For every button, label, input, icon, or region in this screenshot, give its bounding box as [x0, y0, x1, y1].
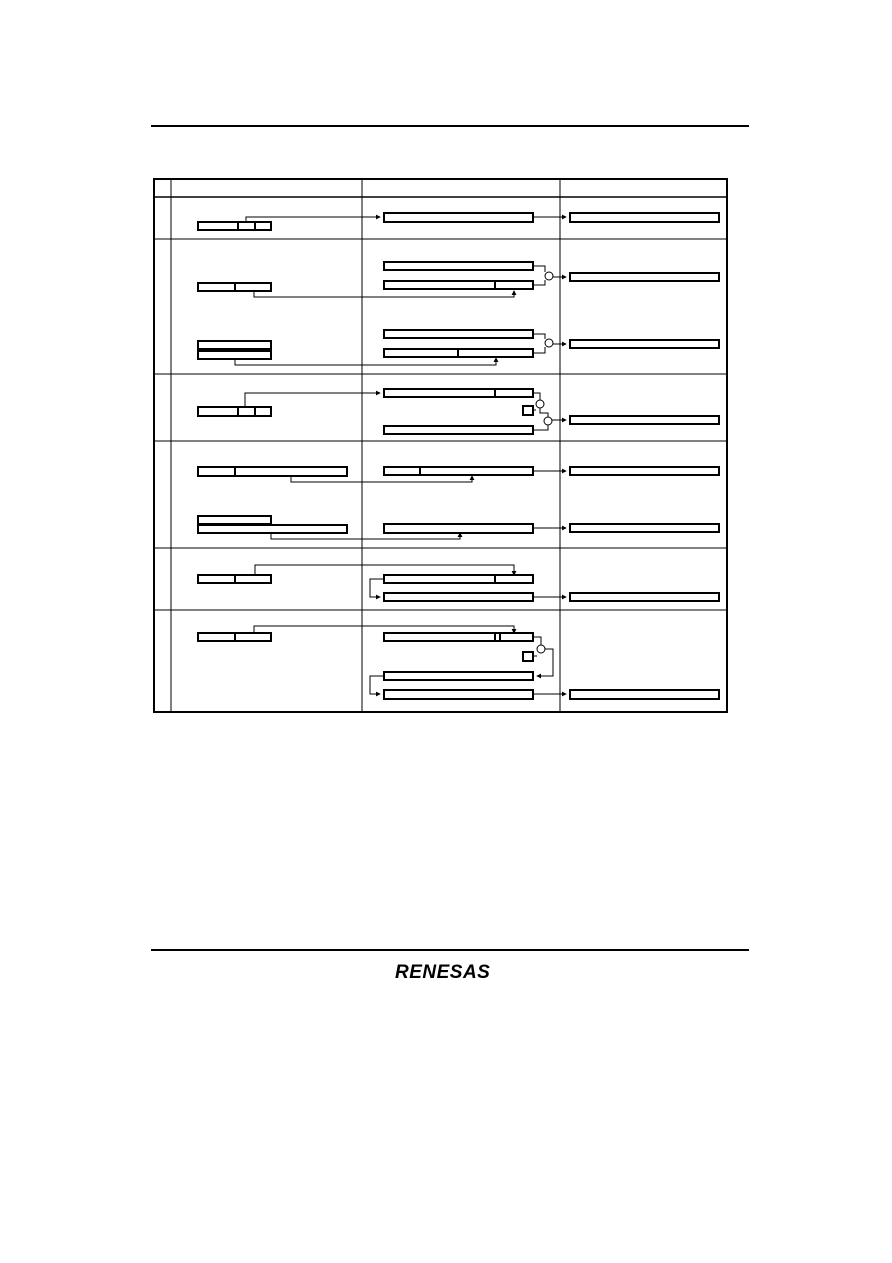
row-6: [198, 633, 719, 699]
row-5: [198, 575, 719, 601]
footer-rule: [151, 949, 749, 951]
row-1: [198, 213, 719, 230]
row-3: [198, 389, 719, 434]
row-4: [198, 467, 719, 533]
renesas-logo: RENESAS: [395, 962, 491, 983]
row-2: [198, 262, 719, 359]
